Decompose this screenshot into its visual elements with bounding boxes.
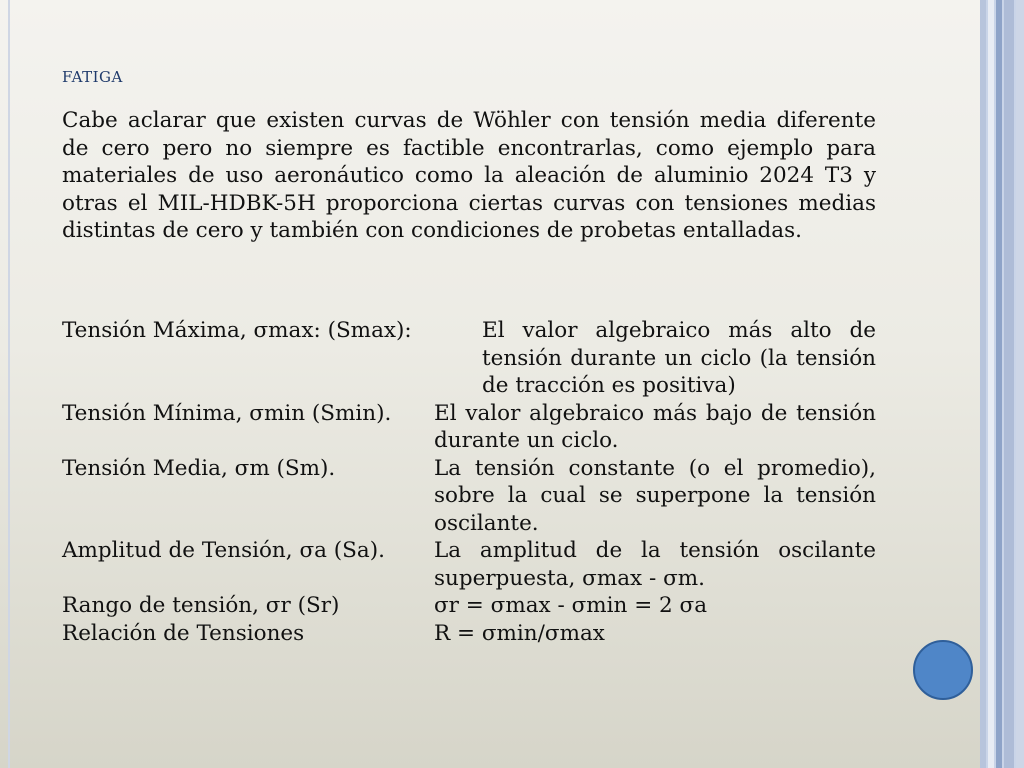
band — [1004, 0, 1014, 768]
decorative-circle — [913, 640, 973, 700]
definition-row — [62, 620, 876, 648]
band — [996, 0, 1002, 768]
left-border-line — [8, 0, 10, 768]
intro-paragraph: Cabe aclarar que existen curvas de Wöhler con tensión media diferente de cero pero no siempre es factible encontrarlas, como ejemplo para materiales de uso aeronáutico como la aleación de aluminio 2024 T3 y otras el MIL-HDBK-5H proporciona ciertas curvas con tensiones medias distintas de cero y también con condiciones de probetas entalladas. — [62, 108, 876, 243]
definition-row — [62, 455, 876, 538]
slide-title: FATIGA — [62, 68, 123, 86]
definition-term: Tensión Media, σm (Sm). — [62, 455, 336, 481]
band — [980, 0, 986, 768]
definition-term: Tensión Máxima, σmax: (Smax): — [62, 318, 412, 343]
definition-term: Amplitud de Tensión, σa (Sa). — [62, 538, 385, 563]
definition-term: Relación de Tensiones — [62, 620, 305, 646]
definition-term: Rango de tensión, σr (Sr) — [62, 593, 340, 618]
definition-row — [62, 537, 876, 592]
definition-desc: La tensión constante (o el promedio), sobre la cual se superpone la tensión oscilante. — [434, 455, 876, 536]
definition-desc: La amplitud de la tensión oscilante superpuesta, σmax - σm. — [434, 538, 876, 591]
definition-desc: R = σmin/σmax — [434, 620, 605, 646]
definition-desc: El valor algebraico más bajo de tensión durante un ciclo. — [434, 400, 876, 453]
right-decorative-bands — [980, 0, 1024, 768]
definitions-list — [62, 317, 876, 647]
band — [988, 0, 994, 768]
definition-row — [62, 592, 876, 620]
definition-desc: σr = σmax - σmin = 2 σa — [434, 593, 708, 618]
band — [1016, 0, 1024, 768]
definition-term: Tensión Mínima, σmin (Smin). — [62, 400, 392, 426]
definition-row — [62, 400, 876, 455]
definition-row — [62, 317, 876, 400]
definition-desc: El valor algebraico más alto de tensión durante un ciclo (la tensión de tracción es positiva) — [482, 318, 876, 398]
